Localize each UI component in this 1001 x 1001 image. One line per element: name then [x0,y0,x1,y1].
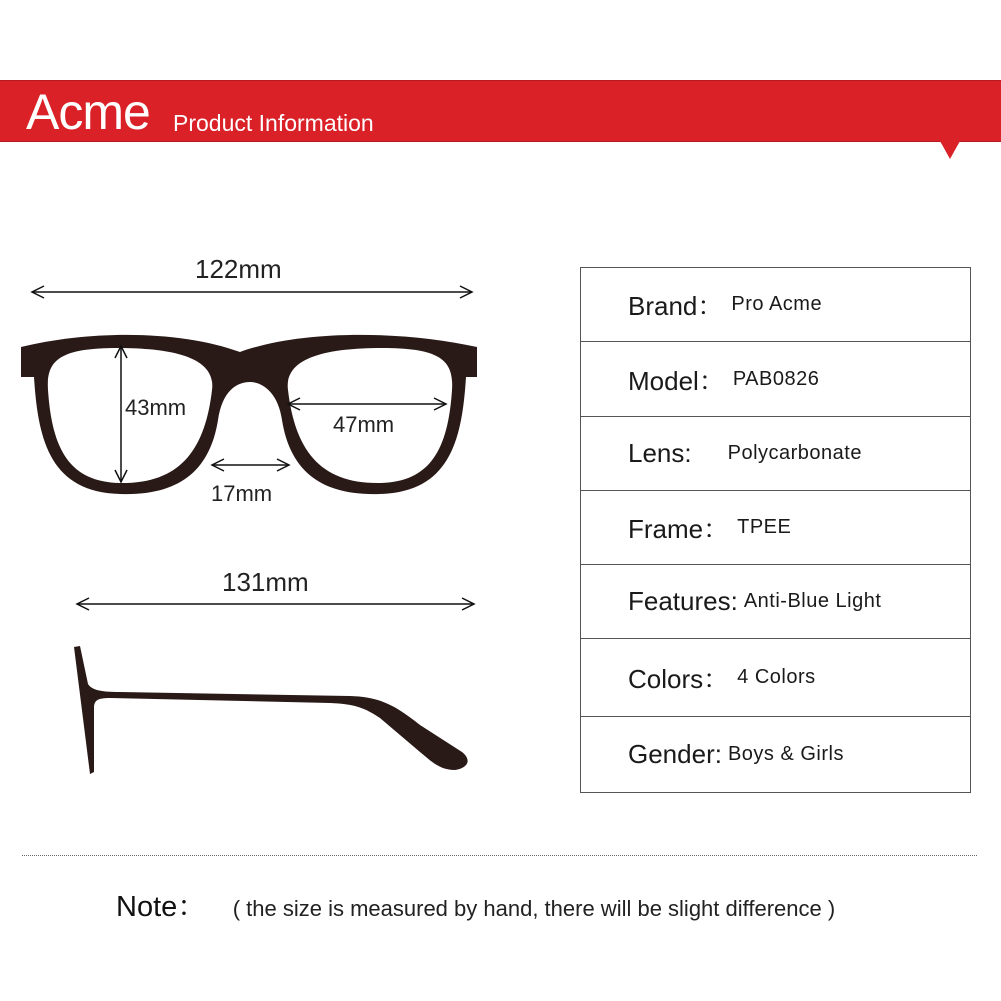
note-label: Note： [116,891,207,923]
note [116,884,835,925]
spec-value: Polycarbonate [727,442,862,464]
temple-length-label: 131mm [222,567,309,597]
lens-width-label: 47mm [333,412,395,437]
spec-label: Features: [628,586,738,616]
total-width-label: 122mm [195,254,282,284]
spec-value: 4 Colors [737,666,816,688]
spec-label: Lens: [628,438,692,468]
spec-row-lens [581,417,970,491]
spec-value: TPEE [737,516,792,538]
note-text: ( the size is measured by hand, there will be slight difference ) [232,896,836,921]
divider [22,855,977,856]
spec-row-colors [581,639,970,717]
lens-height-label: 43mm [125,395,187,420]
page-title: Product Information [173,110,374,136]
spec-row-gender [581,717,970,792]
spec-label: Colors： [628,664,730,694]
bridge-width-label: 17mm [211,481,273,506]
spec-value: Boys & Girls [727,743,844,765]
spec-value: PAB0826 [732,367,820,390]
spec-row-brand [581,268,970,342]
spec-row-features [581,565,970,639]
spec-value: Pro Acme [731,293,823,315]
header-banner [0,80,1001,142]
spec-label: Frame： [628,514,730,544]
banner-pointer-icon [940,141,960,159]
spec-table [580,267,971,793]
spec-label: Gender: [628,739,722,769]
spec-value: Anti-Blue Light [743,590,882,612]
spec-row-frame [581,491,970,565]
brand-logo: Acme [26,84,150,140]
spec-row-model [581,342,970,417]
spec-label: Brand： [628,291,724,321]
spec-label: Model： [628,365,725,396]
